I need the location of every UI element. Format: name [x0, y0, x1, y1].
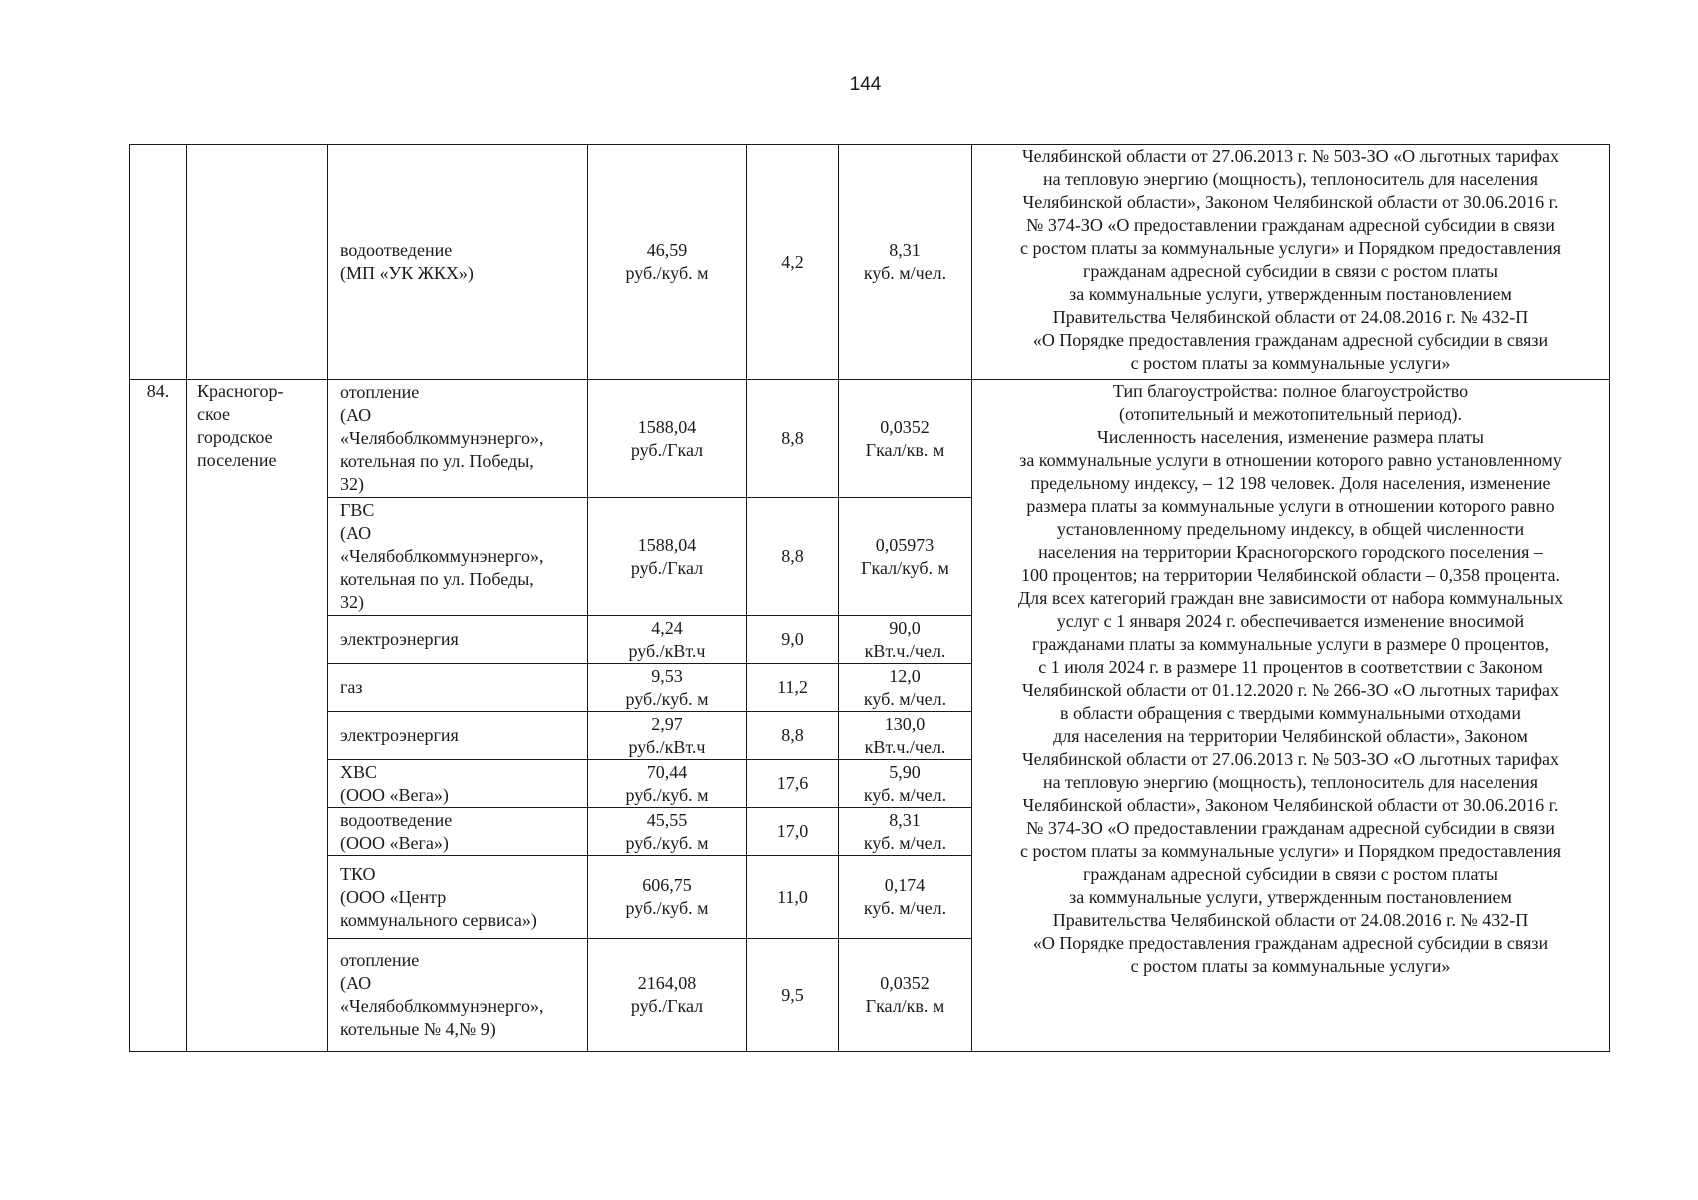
- service-cell: [328, 498, 588, 616]
- tariff-value: 1588,04: [637, 534, 697, 555]
- service-line: коммунального сервиса»): [340, 909, 537, 930]
- norm-unit: Гкал/кв. м: [865, 439, 945, 460]
- basis-line: размера платы за коммунальные услуги в отношении которого равно: [1026, 496, 1555, 516]
- tariff-unit: руб./Гкал: [630, 439, 704, 460]
- norm-cell: [839, 939, 972, 1052]
- norm-cell: [839, 856, 972, 939]
- service-line: «Челябоблкоммунэнерго»,: [340, 428, 544, 448]
- service-cell: [328, 380, 588, 498]
- basis-line: на тепловую энергию (мощность), теплоноситель для населения: [1042, 772, 1539, 792]
- tariff-cell: [588, 664, 747, 712]
- basis-line: Для всех категорий граждан вне зависимости от набора коммунальных: [1017, 588, 1564, 608]
- service-line: котельная по ул. Победы,: [340, 451, 534, 471]
- tariff-cell: [588, 616, 747, 664]
- norm-unit: куб. м/чел.: [863, 898, 947, 918]
- tariff-cell: [588, 856, 747, 939]
- norm-unit: куб. м/чел.: [863, 263, 947, 283]
- basis-line: гражданами платы за коммунальные услуги в размере 0 процентов,: [1032, 634, 1549, 654]
- basis-line: Челябинской области от 27.06.2013 г. № 503-ЗО «О льготных тарифах: [1021, 146, 1559, 166]
- norm-cell: [839, 808, 972, 856]
- norm-cell: [839, 145, 972, 380]
- basis-line: № 374-ЗО «О предоставлении гражданам адресной субсидии в связи: [1026, 818, 1555, 838]
- tariff-value: 70,44: [646, 761, 688, 782]
- service-line: 32): [340, 474, 364, 494]
- norm-value: 0,174: [884, 875, 926, 895]
- row-number-cell: 84.: [130, 380, 187, 1052]
- service-line: водоотведение: [340, 809, 453, 830]
- tariff-unit: руб./куб. м: [625, 263, 709, 283]
- basis-line: Тип благоустройства: полное благоустройство: [1112, 381, 1469, 401]
- basis-line: за коммунальные услуги, утвержденным постановлением: [1069, 284, 1512, 304]
- norm-cell: [839, 664, 972, 712]
- service-line: отопление: [340, 950, 420, 970]
- tariff-value: 606,75: [642, 875, 692, 895]
- page-number: 144: [849, 74, 882, 95]
- norm-unit: куб. м/чел.: [863, 688, 947, 709]
- service-cell: [328, 856, 588, 939]
- index-cell: 8,8: [747, 712, 839, 760]
- tariff-value: 2,97: [651, 713, 683, 734]
- norm-value: 130,0: [884, 713, 926, 734]
- tariff-value: 46,59: [646, 240, 688, 260]
- norm-value: 90,0: [889, 617, 921, 638]
- basis-line: Правительства Челябинской области от 24.08.2016 г. № 432-П: [1052, 910, 1529, 930]
- tariff-cell: [588, 712, 747, 760]
- row-number-cell: [130, 145, 187, 380]
- basis-line: с 1 июля 2024 г. в размере 11 процентов в соответствии с Законом: [1038, 657, 1543, 677]
- service-line: ГВС: [340, 500, 375, 520]
- settlement-line: поселение: [197, 450, 277, 470]
- norm-unit: кВт.ч./чел.: [864, 640, 946, 661]
- tariff-value: 2164,08: [637, 973, 697, 993]
- settlement-cell: [187, 145, 328, 380]
- tariff-cell: [588, 939, 747, 1052]
- tariff-value: 1588,04: [637, 416, 697, 437]
- service-line: электроэнергия: [340, 629, 459, 649]
- basis-line: с ростом платы за коммунальные услуги» и Порядком предоставления: [1019, 841, 1562, 861]
- tariff-value: 45,55: [646, 809, 688, 830]
- service-line: «Челябоблкоммунэнерго»,: [340, 996, 544, 1016]
- norm-unit: Гкал/кв. м: [865, 996, 945, 1016]
- service-cell: [328, 145, 588, 380]
- tariff-unit: руб./кВт.ч: [628, 736, 706, 757]
- basis-line: на тепловую энергию (мощность), теплоноситель для населения: [1042, 169, 1539, 189]
- basis-line: предельному индексу, – 12 198 человек. Доля населения, изменение: [1030, 473, 1551, 493]
- service-line: отопление: [340, 382, 420, 402]
- basis-line: установленному предельному индексу, в общей численности: [1056, 519, 1525, 539]
- tariff-table: [129, 144, 1610, 1052]
- tariff-cell: [588, 760, 747, 808]
- service-line: ХВС: [340, 761, 378, 782]
- norm-unit: куб. м/чел.: [863, 832, 947, 853]
- index-cell: 8,8: [747, 380, 839, 498]
- norm-value: 0,05973: [875, 534, 935, 555]
- basis-line: Правительства Челябинской области от 24.08.2016 г. № 432-П: [1052, 307, 1529, 327]
- basis-line: с ростом платы за коммунальные услуги»: [1130, 353, 1451, 373]
- basis-line: Челябинской области от 27.06.2013 г. № 503-ЗО «О льготных тарифах: [1021, 749, 1559, 769]
- index-cell: 17,6: [747, 760, 839, 808]
- basis-line: Челябинской области», Законом Челябинской области от 30.06.2016 г.: [1022, 192, 1559, 212]
- service-line: (ООО «Центр: [340, 886, 447, 907]
- settlement-line: ское: [197, 404, 231, 424]
- tariff-table-body: [130, 145, 1610, 1052]
- basis-line: гражданам адресной субсидии в связи с ростом платы: [1082, 261, 1498, 281]
- service-cell: [328, 808, 588, 856]
- index-cell: 9,5: [747, 939, 839, 1052]
- norm-value: 5,90: [889, 761, 921, 782]
- norm-unit: куб. м/чел.: [863, 784, 947, 805]
- norm-cell: [839, 760, 972, 808]
- service-line: (ООО «Вега»): [340, 784, 449, 805]
- service-cell: [328, 712, 588, 760]
- norm-unit: кВт.ч./чел.: [864, 736, 946, 757]
- tariff-unit: руб./Гкал: [630, 557, 704, 578]
- norm-value: 12,0: [889, 665, 921, 686]
- basis-line: 100 процентов; на территории Челябинской области – 0,358 процента.: [1021, 565, 1560, 585]
- service-line: ТКО: [340, 863, 376, 884]
- basis-line: Численность населения, изменение размера платы: [1097, 427, 1484, 447]
- tariff-unit: руб./Гкал: [630, 996, 704, 1016]
- service-line: котельные № 4,№ 9): [340, 1019, 496, 1039]
- basis-line: за коммунальные услуги, утвержденным постановлением: [1069, 887, 1512, 907]
- tariff-unit: руб./куб. м: [625, 688, 709, 709]
- index-cell: 4,2: [747, 145, 839, 380]
- service-cell: [328, 939, 588, 1052]
- norm-cell: [839, 380, 972, 498]
- tariff-value: 4,24: [651, 617, 683, 638]
- service-line: водоотведение: [340, 240, 453, 260]
- basis-line: с ростом платы за коммунальные услуги» и Порядком предоставления: [1019, 238, 1562, 258]
- tariff-value: 9,53: [651, 665, 683, 686]
- table-row-continued: [130, 145, 1610, 380]
- basis-line: гражданам адресной субсидии в связи с ростом платы: [1082, 864, 1498, 884]
- basis-line: (отопительный и межотопительный период).: [1118, 404, 1462, 424]
- settlement-line: Красногор-: [197, 381, 284, 401]
- index-cell: 9,0: [747, 616, 839, 664]
- basis-line: в области обращения с твердыми коммунальными отходами: [1059, 703, 1522, 723]
- norm-cell: [839, 498, 972, 616]
- tariff-unit: руб./куб. м: [625, 832, 709, 853]
- service-cell: [328, 760, 588, 808]
- basis-line: услуг с 1 января 2024 г. обеспечивается изменение вносимой: [1056, 611, 1525, 631]
- service-line: «Челябоблкоммунэнерго»,: [340, 546, 544, 566]
- tariff-cell: [588, 498, 747, 616]
- service-cell: [328, 664, 588, 712]
- norm-cell: [839, 712, 972, 760]
- index-cell: 11,0: [747, 856, 839, 939]
- tariff-unit: руб./кВт.ч: [628, 640, 706, 661]
- service-cell: [328, 616, 588, 664]
- norm-value: 0,0352: [880, 416, 930, 437]
- settlement-line: городское: [197, 427, 273, 447]
- basis-line: «О Порядке предоставления гражданам адресной субсидии в связи: [1032, 330, 1549, 350]
- basis-line: Челябинской области», Законом Челябинской области от 30.06.2016 г.: [1022, 795, 1559, 815]
- table-row: [130, 380, 1610, 498]
- index-cell: 11,2: [747, 664, 839, 712]
- service-line: котельная по ул. Победы,: [340, 569, 534, 589]
- service-line: (АО: [340, 405, 372, 425]
- service-line: (АО: [340, 523, 372, 543]
- settlement-cell: [187, 380, 328, 1052]
- index-cell: 8,8: [747, 498, 839, 616]
- norm-unit: Гкал/куб. м: [861, 557, 949, 578]
- norm-value: 8,31: [889, 809, 921, 830]
- service-line: электроэнергия: [340, 725, 459, 745]
- service-line: (ООО «Вега»): [340, 832, 449, 853]
- basis-line: № 374-ЗО «О предоставлении гражданам адресной субсидии в связи: [1026, 215, 1555, 235]
- norm-value: 0,0352: [880, 973, 930, 993]
- service-line: (МП «УК ЖКХ»): [340, 263, 474, 283]
- tariff-cell: [588, 808, 747, 856]
- tariff-cell: [588, 380, 747, 498]
- basis-cell: [972, 145, 1610, 380]
- basis-line: с ростом платы за коммунальные услуги»: [1130, 956, 1451, 976]
- basis-line: населения на территории Красногорского городского поселения –: [1038, 542, 1543, 562]
- service-line: 32): [340, 592, 364, 612]
- basis-line: Челябинской области от 01.12.2020 г. № 266-ЗО «О льготных тарифах: [1021, 680, 1559, 700]
- tariff-cell: [588, 145, 747, 380]
- service-line: (АО: [340, 973, 372, 993]
- tariff-unit: руб./куб. м: [625, 784, 709, 805]
- index-cell: 17,0: [747, 808, 839, 856]
- norm-value: 8,31: [889, 240, 921, 260]
- norm-cell: [839, 616, 972, 664]
- basis-line: «О Порядке предоставления гражданам адресной субсидии в связи: [1032, 933, 1549, 953]
- basis-cell: [972, 380, 1610, 1052]
- service-line: газ: [340, 677, 363, 697]
- basis-line: для населения на территории Челябинской области», Законом: [1053, 726, 1528, 746]
- tariff-unit: руб./куб. м: [625, 898, 709, 918]
- basis-line: за коммунальные услуги в отношении которого равно установленному: [1019, 450, 1562, 470]
